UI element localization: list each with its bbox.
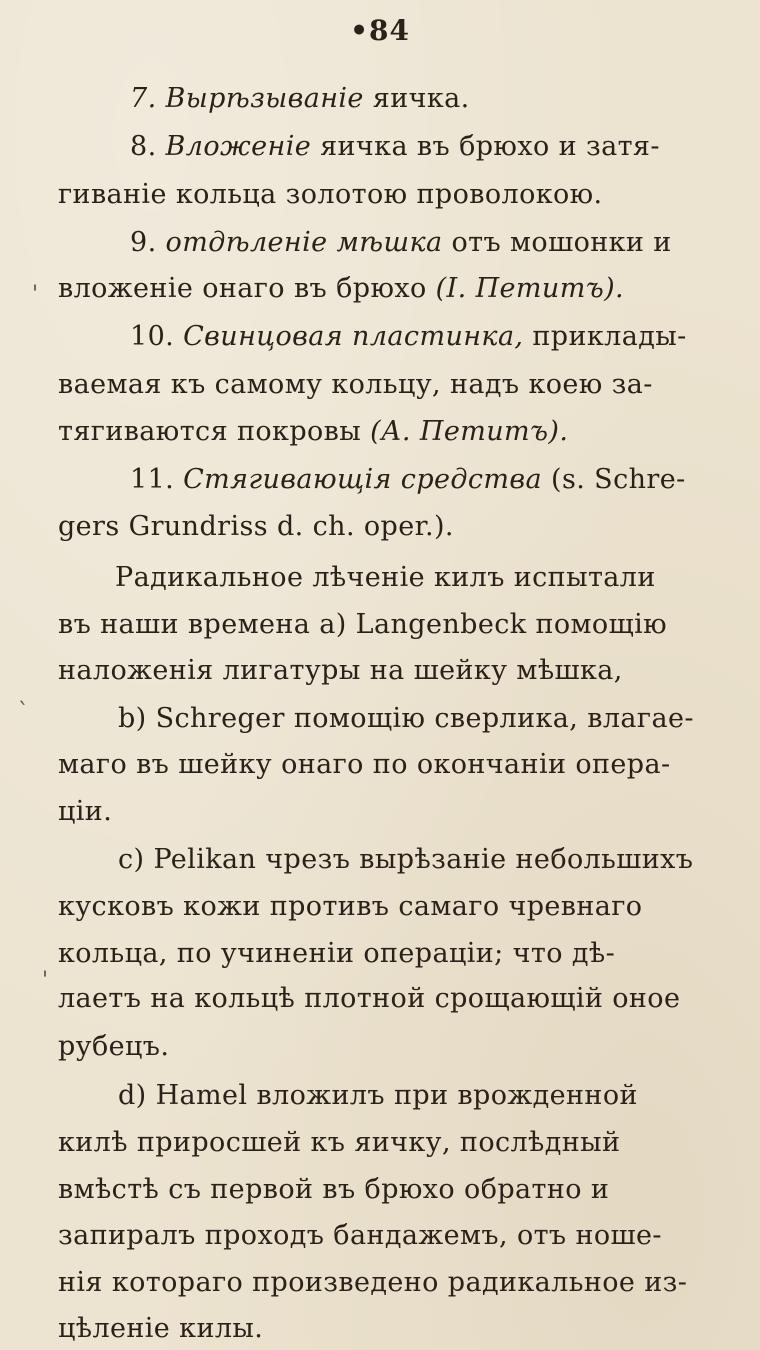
text-line — [58, 1126, 755, 1160]
text-segment: кольца, по учиненіи операціи; что дѣ- — [58, 938, 616, 969]
text-segment: въ наши времена a) Langenbeck помощію — [58, 609, 668, 640]
text-line — [58, 937, 755, 971]
text-line — [58, 272, 708, 306]
text-segment: лаетъ на кольцѣ плотной срощающій оное — [58, 983, 681, 1014]
text-line — [58, 415, 683, 449]
text-segment: b) Schreger помощію сверлика, влагае- — [118, 703, 694, 734]
text-line — [118, 843, 755, 877]
text-line — [58, 748, 755, 782]
text-segment: отъ мошонки и — [442, 227, 672, 258]
text-segment: гиваніе кольца золотою проволокою. — [58, 179, 603, 210]
italic-segment: Вложеніе — [165, 131, 312, 162]
text-line — [58, 510, 528, 544]
italic-segment: (I. Петитъ). — [435, 273, 625, 304]
text-line — [58, 654, 708, 688]
italic-segment: Стягивающія средства — [183, 464, 543, 495]
text-segment: 9. — [130, 227, 166, 258]
italic-segment: отдѣленіе мѣшка — [165, 227, 443, 258]
text-segment: нія котораго произведено радикальное из- — [58, 1267, 688, 1298]
text-segment: маго въ шейку онаго по окончаніи опера- — [58, 749, 671, 780]
text-segment: наложенія лигатуры на шейку мѣшка, — [58, 655, 623, 686]
text-segment: цѣленіе килы. — [58, 1313, 264, 1344]
text-line — [58, 608, 755, 642]
text-segment: яичка въ брюхо и затя- — [311, 131, 660, 162]
text-segment: приклады- — [523, 321, 687, 352]
margin-mark: ' — [32, 282, 39, 307]
text-segment: запиралъ проходъ бандажемъ, отъ ноше- — [58, 1220, 662, 1251]
text-segment: ціи. — [58, 796, 113, 827]
italic-segment: Свинцовая пластинка, — [183, 321, 524, 352]
text-line — [58, 1266, 755, 1300]
text-segment: 10. — [130, 321, 184, 352]
text-line — [58, 1219, 755, 1253]
italic-segment: Вырѣзываніе — [165, 83, 364, 114]
text-segment: рубецъ. — [58, 1031, 170, 1062]
italic-segment: (А. Петитъ). — [370, 416, 569, 447]
text-line — [118, 1079, 755, 1113]
text-line — [58, 1312, 318, 1346]
text-line — [58, 1030, 188, 1064]
text-segment: 8. — [130, 131, 166, 162]
margin-mark: ' — [42, 968, 49, 993]
text-segment: d) Hamel вложилъ при врожденной — [118, 1080, 638, 1111]
text-segment: тягиваются покровы — [58, 416, 371, 447]
text-segment: Радикальное лѣченіе килъ испытали — [115, 562, 656, 593]
page-number: •84 — [350, 14, 410, 47]
text-segment: 11. — [130, 464, 184, 495]
text-segment: ваемая къ самому кольцу, надъ коею за- — [58, 369, 653, 400]
text-line — [58, 890, 755, 924]
text-line — [118, 702, 755, 736]
text-line — [58, 368, 755, 402]
text-segment: gers Grundriss d. ch. oper.). — [58, 511, 454, 542]
text-line — [58, 178, 668, 212]
text-segment: кусковъ кожи противъ самаго чревнаго — [58, 891, 643, 922]
text-line — [58, 1173, 755, 1207]
text-line — [58, 982, 755, 1016]
text-line — [130, 320, 755, 354]
text-segment: вложеніе онаго въ брюхо — [58, 273, 436, 304]
text-line — [58, 795, 138, 829]
text-segment: килѣ приросшей къ яичку, послѣдный — [58, 1127, 621, 1158]
text-segment: вмѣстѣ съ первой въ брюхо обратно и — [58, 1174, 610, 1205]
margin-mark: ` — [18, 700, 29, 725]
italic-segment: 7. — [130, 83, 166, 114]
text-line — [115, 561, 755, 595]
text-line — [130, 463, 755, 497]
text-segment: яичка. — [363, 83, 470, 114]
text-line — [130, 226, 755, 260]
text-line — [130, 82, 500, 116]
text-line — [130, 130, 755, 164]
text-segment: (s. Schre- — [542, 464, 686, 495]
text-segment: c) Pelikan чрезъ вырѣзаніе небольшихъ — [118, 844, 694, 875]
